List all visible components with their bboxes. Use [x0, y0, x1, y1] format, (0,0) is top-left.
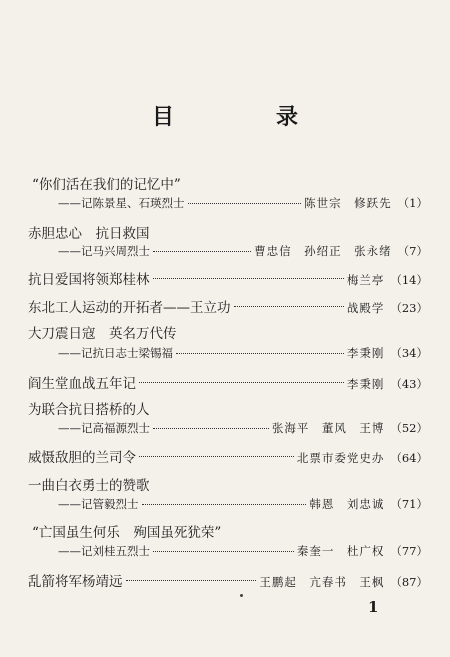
- toc-entry-detail: [58, 243, 428, 259]
- entry-page: （1）: [397, 196, 428, 210]
- entry-subtitle: ——记管毅烈士: [58, 497, 139, 511]
- leader-dots: [234, 306, 344, 307]
- toc-entry: [28, 268, 428, 288]
- leader-dots: [142, 504, 307, 505]
- leader-dots: [139, 456, 294, 457]
- leader-dots: [188, 203, 302, 204]
- leader-dots: [153, 551, 294, 552]
- entry-page: （14）: [390, 273, 428, 287]
- page-number: 1: [368, 598, 379, 616]
- toc-entry-title: 赤胆忠心 抗日救国: [28, 226, 150, 242]
- entry-author: 秦奎一 杜广权: [296, 544, 385, 558]
- toc-entry-detail: [58, 420, 428, 436]
- entry-author: 李秉刚: [346, 346, 385, 360]
- entry-author: 北票市委党史办: [296, 451, 385, 465]
- leader-dots: [139, 382, 344, 383]
- entry-page: （77）: [390, 544, 428, 558]
- entry-subtitle: ——记刘桂五烈士: [58, 544, 150, 558]
- entry-author: 梅兰亭: [346, 273, 385, 287]
- entry-author: 李秉刚: [346, 377, 385, 391]
- entry-title: 乱箭将军杨靖远: [28, 574, 123, 590]
- page-title: 目 录: [151, 104, 338, 130]
- entry-page: （71）: [390, 497, 428, 511]
- entry-subtitle: ——记高福源烈士: [58, 421, 150, 435]
- toc-entry-title: “亡国虽生何乐 殉国虽死犹荣”: [32, 525, 222, 541]
- entry-author: 张海平 董风 王博: [271, 421, 385, 435]
- entry-author: 韩恩 刘忠诚: [309, 497, 385, 511]
- toc-entry-detail: [58, 345, 428, 361]
- entry-subtitle: ——记陈景星、石瑛烈士: [58, 196, 185, 210]
- leader-dots: [126, 580, 257, 581]
- toc-entry-title: 一曲白衣勇士的赞歌: [28, 478, 150, 494]
- entry-title: 阎生堂血战五年记: [28, 376, 136, 392]
- leader-dots: [153, 251, 251, 252]
- toc-entry-title: 大刀震日寇 英名万代传: [28, 326, 177, 342]
- entry-page: （7）: [397, 244, 428, 258]
- toc-entry: [28, 446, 428, 466]
- toc-entry-detail: [58, 496, 428, 512]
- leader-dots: [153, 428, 269, 429]
- toc-entry-title: “你们活在我们的记忆中”: [32, 177, 181, 193]
- toc-entry-detail: [58, 195, 428, 211]
- entry-title: 抗日爱国将领郑桂林: [28, 272, 150, 288]
- entry-author: 陈世宗 修跃先: [304, 196, 392, 210]
- toc-entry: [28, 372, 428, 392]
- ink-speck: [240, 594, 243, 597]
- leader-dots: [153, 278, 344, 279]
- entry-page: （34）: [390, 346, 428, 360]
- entry-author: 战殿学: [346, 301, 385, 315]
- entry-page: （64）: [390, 451, 428, 465]
- toc-entry-title: 为联合抗日搭桥的人: [28, 402, 150, 418]
- entry-page: （87）: [390, 575, 428, 589]
- entry-page: （43）: [390, 377, 428, 391]
- entry-subtitle: ——记抗日志士梁锡福: [58, 346, 173, 360]
- entry-page: （52）: [390, 421, 428, 435]
- entry-author: 王鹏起 亢春书 王枫: [259, 575, 385, 589]
- entry-title: 威慑敌胆的兰司令: [28, 450, 136, 466]
- entry-page: （23）: [390, 301, 428, 315]
- entry-author: 曹忠信 孙绍正 张永绪: [254, 244, 392, 258]
- toc-entry-detail: [58, 543, 428, 559]
- leader-dots: [176, 353, 344, 354]
- toc-entry: [28, 296, 428, 316]
- toc-entry: [28, 570, 428, 590]
- entry-subtitle: ——记马兴周烈士: [58, 244, 150, 258]
- entry-title: 东北工人运动的开拓者——王立功: [28, 300, 231, 316]
